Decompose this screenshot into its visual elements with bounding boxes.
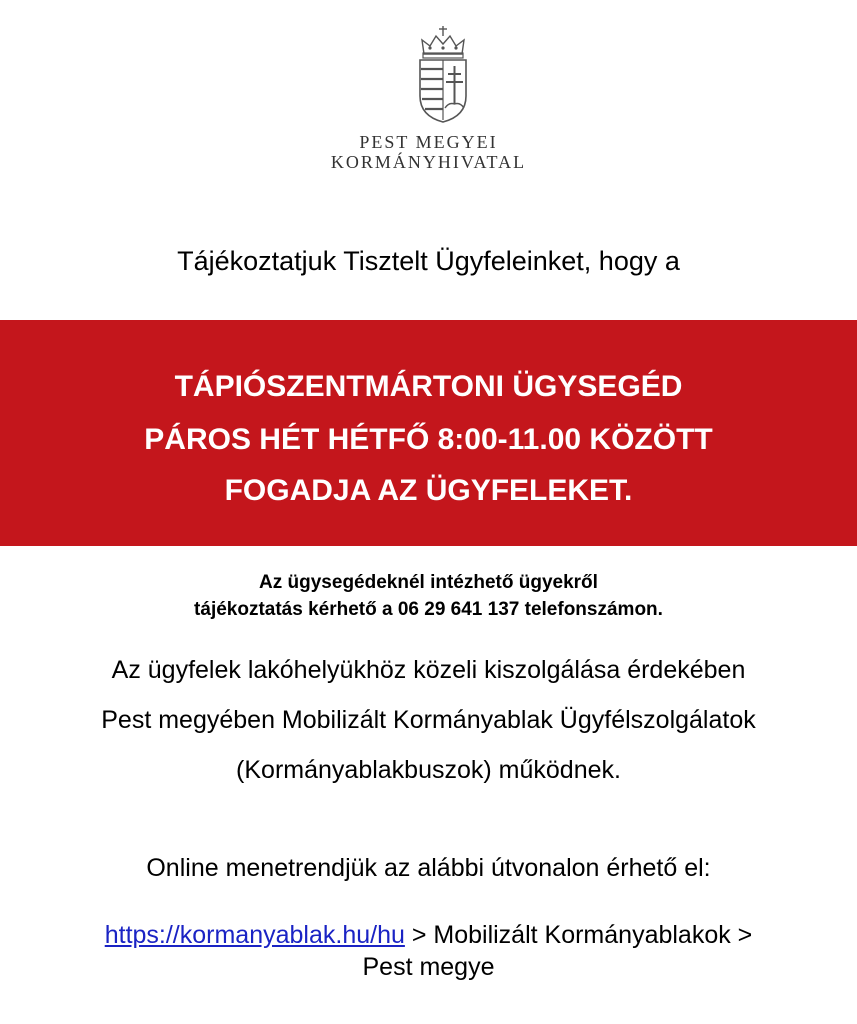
hungarian-coat-of-arms-icon [416, 24, 470, 124]
body-line-1: Az ügyfelek lakóhelyükhöz közeli kiszolgálása érdekében [111, 656, 746, 684]
intro-text: Tájékoztatjuk Tisztelt Ügyfeleinket, hogy a [177, 246, 680, 276]
org-name-line1: PEST MEGYEI [359, 132, 498, 152]
info-line-1: Az ügysegédeknél intézhető ügyekről [259, 572, 598, 593]
org-name-line2: KORMÁNYHIVATAL [330, 152, 527, 172]
info-line-2: tájékoztatás kérhető a 06 29 641 137 telefonszámon. [194, 599, 663, 620]
link-path-last-line: Pest megye [362, 953, 495, 981]
announcement-banner [0, 320, 857, 546]
body-line-3: (Kormányablakbuszok) működnek. [236, 756, 621, 784]
kormanyablak-link[interactable]: https://kormanyablak.hu/hu [104, 921, 405, 949]
body-line-4: Online menetrendjük az alábbi útvonalon érhető el: [146, 854, 711, 882]
body-line-2: Pest megyében Mobilizált Kormányablak Ügyfélszolgálatok [101, 706, 756, 734]
link-row [0, 921, 857, 950]
banner-line-3: FOGADJA AZ ÜGYFELEKET. [224, 474, 633, 507]
link-path-text: > Mobilizált Kormányablakok > [404, 921, 753, 949]
banner-line-1: TÁPIÓSZENTMÁRTONI ÜGYSEGÉD [174, 370, 683, 403]
banner-line-2: PÁROS HÉT HÉTFŐ 8:00-11.00 KÖZÖTT [144, 423, 713, 456]
